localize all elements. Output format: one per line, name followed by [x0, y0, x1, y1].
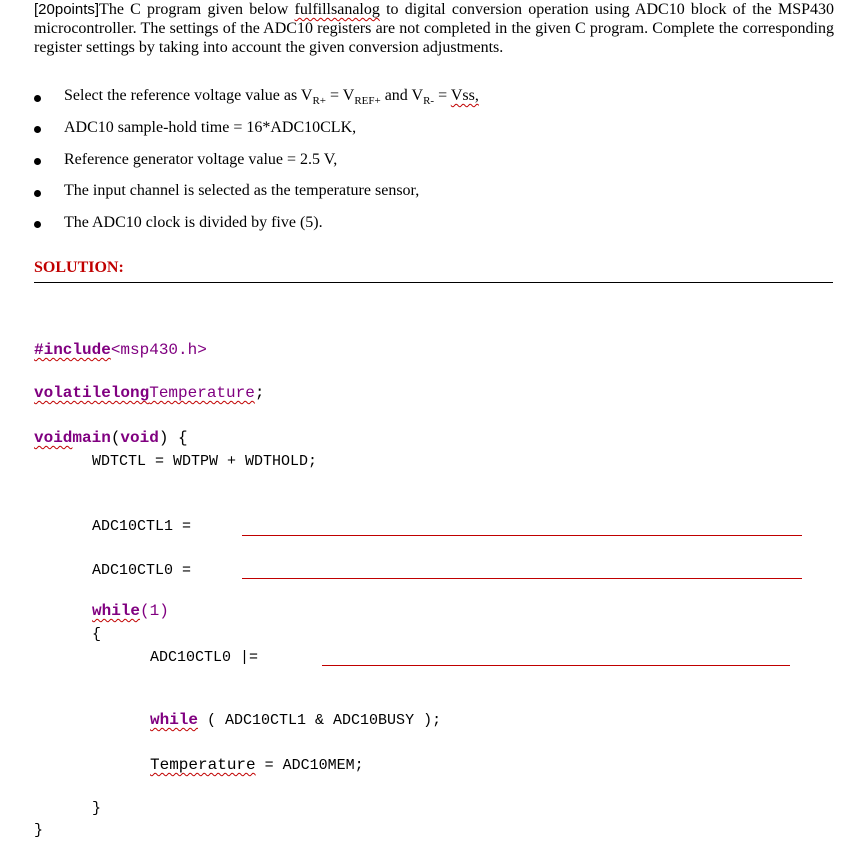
code-wdt-line: WDTCTL = WDTPW + WDTHOLD;	[92, 453, 318, 470]
bullet-item-clock-divider: The ADC10 clock is divided by five (5).	[64, 214, 323, 231]
code-declaration-line: volatilelongTemperature;	[34, 384, 265, 402]
code-close-brace-inner: }	[92, 800, 102, 817]
question-text-wavy: fulfillsanalog	[294, 1, 380, 18]
bullet-dot	[34, 126, 41, 133]
bullet-item-input-channel: The input channel is selected as the temperature sensor,	[64, 182, 420, 199]
code-busy-wait-line: while ( ADC10CTL1 & ADC10BUSY );	[150, 711, 442, 729]
code-adc10ctl0-or-line: ADC10CTL0 |=	[150, 649, 259, 666]
code-include-line: #include<msp430.h>	[34, 341, 207, 359]
bullet-dot	[34, 95, 41, 102]
code-adc10ctl1-line: ADC10CTL1 =	[92, 518, 192, 535]
bullet-dot	[34, 190, 41, 197]
code-main-line: voidmain(void) {	[34, 429, 188, 447]
code-close-brace-outer: }	[34, 822, 44, 839]
solution-divider	[34, 282, 833, 283]
question-text-1: The C program given below	[99, 1, 295, 18]
points-label: [20points]	[34, 1, 100, 18]
bullet-item-reference-voltage: Select the reference voltage value as $V_{R+} = V_{REF+}$ and $V_{R-}$ = Vss,	[64, 87, 479, 108]
question-text-2: to digital conversion operation using ADC10 block of the MSP430 microcontroller. The settings of the ADC10 registers are not completed in the given C program. Complete the corresponding register settings by taking into account the given conversion adjustments.	[34, 1, 835, 56]
bullet-item-sample-hold: ADC10 sample-hold time = 16*ADC10CLK,	[64, 119, 357, 136]
answer-blank-adc10ctl0[interactable]	[242, 578, 802, 579]
bullet-dot	[34, 158, 41, 165]
solution-heading: SOLUTION:	[34, 259, 124, 276]
code-open-brace: {	[92, 626, 102, 643]
code-adc10ctl0-line: ADC10CTL0 =	[92, 562, 192, 579]
bullet-dot	[34, 221, 41, 228]
question-paragraph	[34, 0, 834, 57]
code-while-line: while(1)	[92, 602, 169, 620]
answer-blank-adc10ctl0-or[interactable]	[322, 665, 790, 666]
answer-blank-adc10ctl1[interactable]	[242, 535, 802, 536]
bullet-item-reference-generator: Reference generator voltage value = 2.5 V,	[64, 151, 338, 168]
code-temperature-line: Temperature = ADC10MEM;	[150, 756, 364, 774]
